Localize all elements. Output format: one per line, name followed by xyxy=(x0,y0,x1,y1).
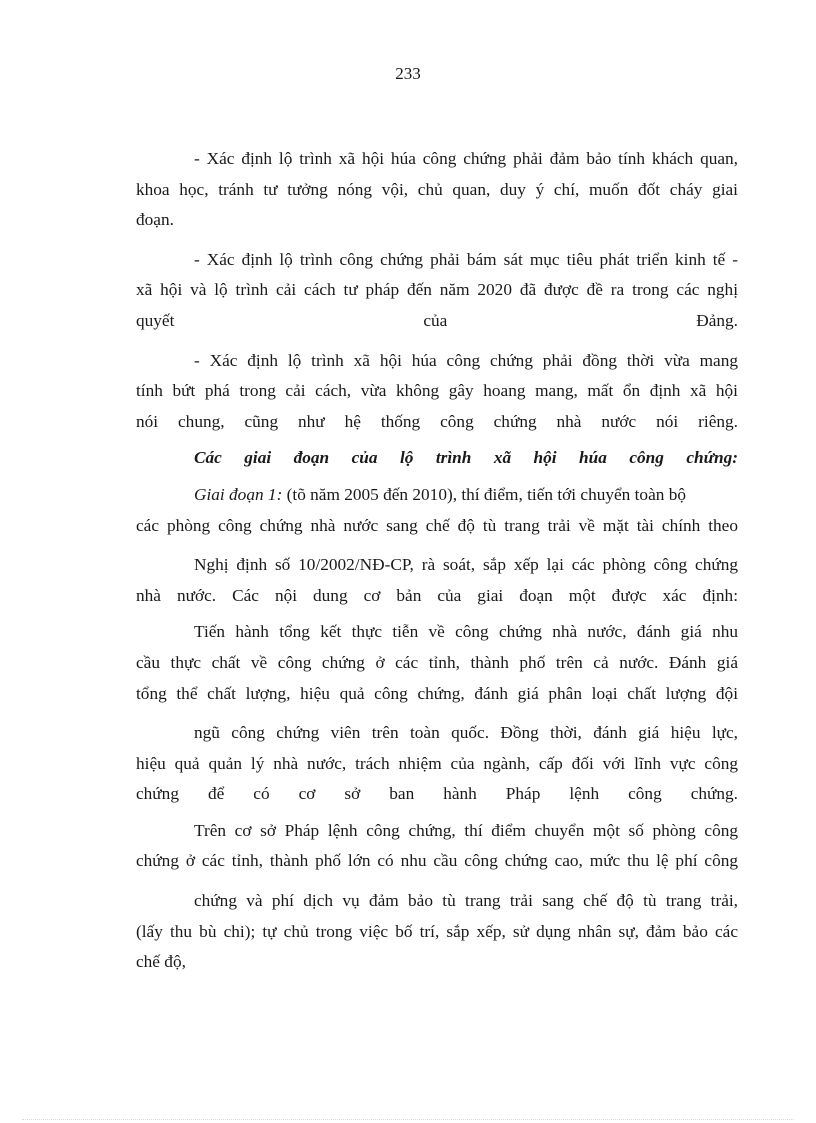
text-fragment: (tõ năm 2005 đến 2010), thí điểm, tiến tới chuyển toàn bộ xyxy=(282,484,686,504)
paragraph-1 xyxy=(136,144,738,236)
text-line: tổng thể chất lượng, hiệu quả công chứng, đánh giá phân loại chất lượng đội xyxy=(136,683,738,703)
section-heading: Các giai đoạn của lộ trình xã hội húa công chứng: xyxy=(194,448,738,468)
paragraph-9 xyxy=(136,886,738,978)
text-line: Trên cơ sở Pháp lệnh công chứng, thí điểm chuyển một số phòng công xyxy=(194,820,738,840)
text-line: chứng để có cơ sở ban hành Pháp lệnh công chứng. xyxy=(136,784,738,804)
paragraph-2 xyxy=(136,245,738,337)
text-line xyxy=(136,480,738,511)
text-line: - Xác định lộ trình xã hội húa công chứng phải đảm bảo tính khách quan, xyxy=(194,149,738,168)
text-line: ngũ công chứng viên trên toàn quốc. Đồng thời, đánh giá hiệu lực, xyxy=(194,723,738,743)
paragraph-phase-1 xyxy=(136,480,738,541)
text-line: đoạn. xyxy=(136,210,174,230)
text-line: cầu thực chất về công chứng ở các tỉnh, thành phố trên cả nước. Đánh giá xyxy=(136,652,738,672)
text-line: chứng và phí dịch vụ đảm bảo tù trang trải sang chế độ tù trang trải, xyxy=(194,891,738,911)
text-line: xã hội và lộ trình cải cách tư pháp đến năm 2020 đã được đề ra trong các nghị xyxy=(136,280,738,300)
text-line: các phòng công chứng nhà nước sang chế độ tù trang trải về mặt tài chính theo xyxy=(136,515,738,535)
text-line: (lấy thu bù chi); tự chủ trong việc bố trí, sắp xếp, sử dụng nhân sự, đảm bảo các xyxy=(136,921,738,941)
paragraph-8 xyxy=(136,816,738,877)
paragraph-5 xyxy=(136,550,738,611)
text-line: nhà nước. Các nội dung cơ bản của giai đoạn một được xác định: xyxy=(136,585,738,605)
text-line: nói chung, cũng như hệ thống công chứng nhà nước nói riêng. xyxy=(136,411,738,431)
text-line: tính bứt phá trong cải cách, vừa không gây hoang mang, mất ổn định xã hội xyxy=(136,381,738,401)
section-heading-paragraph xyxy=(136,443,738,474)
paragraph-7 xyxy=(136,718,738,810)
text-line: Nghị định số 10/2002/NĐ-CP, rà soát, sắp xếp lại các phòng công chứng xyxy=(194,555,738,575)
text-line: khoa học, tránh tư tưởng nóng vội, chủ quan, duy ý chí, muốn đốt cháy giai xyxy=(136,179,738,199)
text-line: hiệu quả quản lý nhà nước, trách nhiệm của ngành, cấp đối với lĩnh vực công xyxy=(136,753,738,773)
text-line: - Xác định lộ trình công chứng phải bám sát mục tiêu phát triển kinh tế - xyxy=(194,249,738,269)
text-line: - Xác định lộ trình xã hội húa công chứng phải đồng thời vừa mang xyxy=(194,350,738,370)
document-body xyxy=(136,144,738,978)
text-line: chế độ, xyxy=(136,952,186,972)
text-line: Tiến hành tổng kết thực tiễn về công chứng nhà nước, đánh giá nhu xyxy=(194,622,738,642)
page-number: 233 xyxy=(395,64,421,83)
paragraph-3 xyxy=(136,346,738,438)
text-line: chứng ở các tỉnh, thành phố lớn có nhu cầu công chứng cao, mức thu lệ phí công xyxy=(136,851,738,871)
page-bottom-divider xyxy=(22,1119,794,1120)
text-line: quyết của Đảng. xyxy=(136,310,738,330)
phase-label: Giai đoạn 1: xyxy=(194,484,283,504)
paragraph-6 xyxy=(136,617,738,709)
